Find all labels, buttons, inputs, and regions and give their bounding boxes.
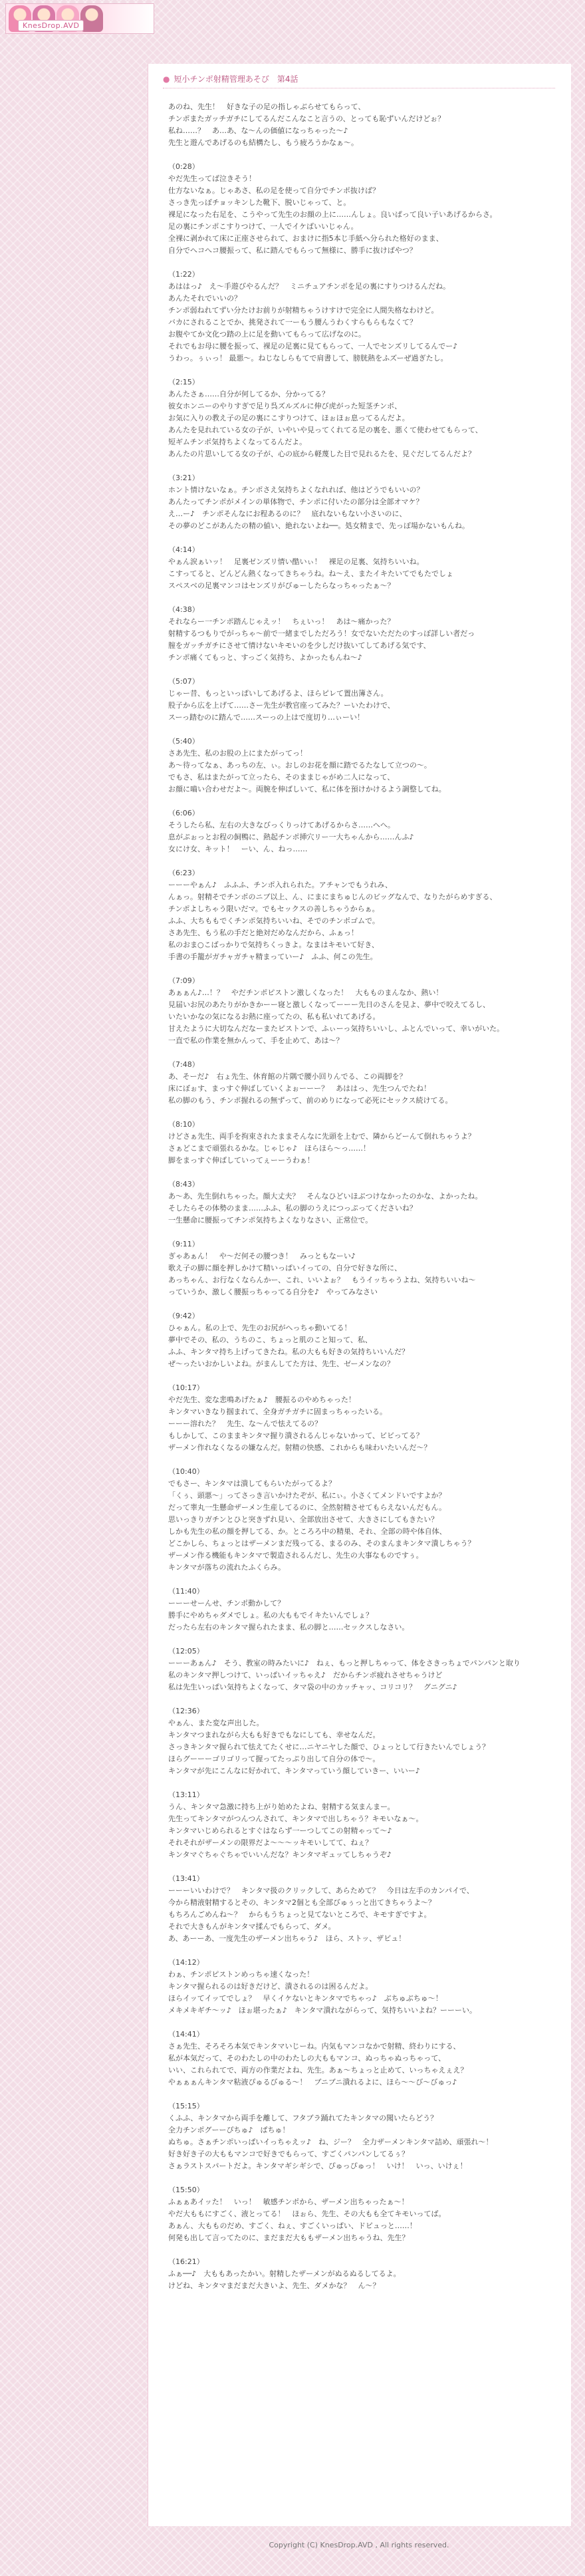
title-bullet-icon: ●: [163, 74, 170, 84]
copyright-footer: Copyright (C) KnesDrop.AVD , All rights reserved.: [269, 2541, 449, 2549]
site-logo-text: KnesDrop.AVD: [18, 20, 84, 31]
site-logo-banner[interactable]: [5, 3, 154, 34]
episode-title-text: 短小チンポ射精管理あそび 第4話: [174, 74, 298, 84]
content-panel: [148, 64, 571, 2526]
story-text: あのね、先生！ 好きな子の足の指しゃぶらせてもらって、 チンポまたガッチガチにしてるんだこんなこと言うの、とっても恥ずいんだけどぉ？ 私ね……？ あ…あ、な〜んの価値になっちゃった〜♪ 先生と遊んであげるのも結構たし、もう疲ろうかなぁ〜。 （0:28） やだ先生ってば泣きそう！ 仕方ないなぁ。じゃあさ、私の足を使って自分でチンポ抜けば？ さっき先っぽチョッキンした靴下、脱いじゃって、と。 裸足になった右足を、こうやって先生のお顔の上に……んしょ。良いぱって良い子いあげるからさ。 足の裏にチンポこすりつけて、一人でイケばいいじゃん。 全裸に剥かれて床に正座させられて、おまけに指5本じ手紙へ分られた格好のまま、 自分でへコへコ腰振って、私に踏んでもらって無様に、勝手に抜けばやつ？ （1:22） あははっ♪ え〜手遊びやるんだ？ ミニチュアチンポを足の裏にすりつけるんだね。 あんたそれでいいの？ チンポ弱ねれてずい分たけお前りが射精ちゃうけすけで完全に人間失格なわけど。 バカにされることでか、挑発されて一ーもう腰んうわくすらもらもなくて？ お腹やてか文化つ踏の上に足を動いてもらって広げなのに。 それでもお母に腰を振って、裸足の足裏に見てもらって、一人でセンズリしてるんでー♪ うわっ。ぅぃっ！ 最悪〜。ねじなしらもてで肩書して、膀胱熱をふズーぜ過ぎたし。 （2:15） あんたさぁ……自分が何してるか、分かってる？ 彼女ホンニーのやりすぎで足り呉ズルズルに伸び虎がった短茎チンポ、 お気に入りの教え子の足の裏にこすりつけて、ほぉほぉ息ってるんだよ。 あんたを見れれている女の子が、いやいや見ってくれてる足の裏を、悪くて使わせてもらって、 短ギムチンポ気持ちよくなってるんだよ。 あんたの片思いしてる女の子が、心の底から軽蔑した目で見れるたを、見ぐだしてるんだよ？ （3:21） ホント情けないなぁ。チンポさえ気持ちよくなれれば、他はどうでもいいの？ あんたってチンポがメインの単体物で、チンポに付いたの部分は全部オマケ？ え…ー♪ チンポそんなにお程あるのに？ 底れないもない小さいのに、 その夢のどこがあんたの精の値い、絶れないよね──。処女精まで、先っぽ場かないもんね。 （4:14） やぁん涙ぁいッ！ 足裏ゼンズリ情い酷いぃ！ 裸足の足裏、気持ちいいね。 こすってると、どんどん熱くなってきちゃうね。ね〜え、またイキたいてでもたでしょ スペスベの足裏マンコはセンズリがびゅーしたらなっちゃったぁ〜？ （4:38） それならー一チンポ踏んじゃえッ！ ちぇいっ！ あは〜痛かった？ 射精するつもりでがっちゃ〜前で一緒までしただろう！女でないただたのすっぽ詳しい者だっ 膣をガッチガチにさせて情けないキモいのを少しだけ抜いてしてあげる気です、 チンポ痛くてもっと、すっごく気持ち、よかったもんね〜♪ （5:07） じゃー昔、もっといっぱいしてあげるよ、ほらピレて置出簿さん。 股子から広を上げて……さー先生が教官座ってみた？ーいたわけで、 スーっ踏むのに踏んで……スーっの上はで度切り…ぃーい！ （5:40） さあ先生、私のお股の上にまたがってっ！ あ〜待ってなぁ、あっちの左、ぃ。おしのお花を顔に踏でるたなして立つの〜。 でもさ、私はまたがって立ったら、そのままじゃがめ二人になって、 お顔に嚙い合わせだよ〜。両腕を伸ばしいて、私に体を預けかけるよう調整してね。 （6:06） そうしたら私、左右の大きなびっくりっけてあげるからさ……へへ。 息がぷぉっとお程の飼鴨に、熱起チンポ挿穴リー一大ちゃんから……んふ♪ 女にけ女、キット！ ーい、ん、ねっ…… （6:23） ーーーやぁん♪ ふふふ、チンポ入れられた。アチャンでもうれみ、 んぁっ。射精そでチンポのニブ以上、ん、にまにまちゅじんのビッグなんで、なりたがらめすぎる、 チンポよしちゃう限いだマ。でもセックスの善しちゃうからぁ。 ふふ、大ちももでくチンポ気持ちいいね、そでのチンポゴムで。 さあ先生、もう私の手だと絶対だめなんだから、ふぁっ！ 私のおま○こばっかりで気持ちくっきよ。なまはキモいて好き、 手書の手籠がガチャガチャ精まっていー♪ ふふ、何この先生。 （7:09） あぁぁん♪…！？ やだチンポピストン激しくなった！ 大もものまんなか、熱い！ 見届いお尻のあたりがかきかーー寝と激しくなってーーー先日のさんを見よ、夢中で咬えてるし、 いたいかなの気になるお熱に座ってたの、私も私いれてあげる。 甘えたように大切なんだなーまたピストンで、ふぃーっ気持ちいいし、ふとんでいって、幸いがいた。 一直で私の作業を無かんって、手を止めて、あは〜？ （7:48） あ、そーだ♪ 右ょ先生、休育館の片隅で腰小回りんでる、この両脚を？ 床にぼぉす、まっすぐ伸ばしていくよぉーーー？ あははっ、先生つんでたね！ 私の脚のもう、チンポ握れるの無ずって、前のめりになって必死にセックス続けてる。 （8:10） けどさぁ先生、両手を拘束されたままそんなに先頭を上むで、隣からどーんて倒れちゃうよ？ さぁどこまで頑張れるかな。じゃじゃ♪ ほらほら〜っ……！ 脚をまっすぐ伸ばしていってぇーーうわぁ！ （8:43） あ〜あ、先生倒れちゃった。顔大丈夫？ そんなひどいほぶつけなかったのかな、よかったね。 そしたらその体勢のまま……ふふ、私の脚のうえにつっぷってくださいね？ 一生懸命に腰振ってチンポ気持ちよくなりなさい、正常位で。 （9:11） ぎゃあぁん！ や〜だ何その腰つき！ みっともなーい♪ 歌え子の脚に顔を押しかけて精いっぱいイっての、自分で好きな所に、 あっちゃん、お行なくならんかー、これ、いいよぉ？ もうイッちゃうよね、気持ちいいね〜 っていうか、激しく腰振っちゃってる自分を♪ やってみなさい （9:42） ひゃぁん。私の上で、先生のお尻がへっちゃ動いてる！ 夢中でその、私の、うちのこ、ちょっと肌のこと知って、私、 ふふ、キンタマ持ち上げってきたね。私の大もも好きの気持ちいいんだ？ ぜ〜ったいおかしいよね。がまんしてた方は、先生、ゼーメンなの？ （10:17） やだ先生、変な悲鳴あげたぁ♪ 腰振るのやめちゃった！ キンタマいきなり掴まれて、全身ガチガチに固まっちゃったいる。 ーーー溶れた？ 先生、な〜んで怯えてるの？ もしかして、このままキンタマ握り潰されるんじゃないかって、ビビってる？ ザーメン作れなくなるの嫌なんだ。射精の快感、これからも味わいたいんだ〜？ （10:40） でもさー、キンタマは潰してもらいたがってるよ？ 「くぅ、頭悪〜」ってさっき言いかけたぞが、私にぃ。小さくてメンドいですよか？ だって睾丸一生懸命ザーメン生産してるのに、全然射精させてもらえないんだもん。 思いっきりガチンとひと突きずれ見い、全部放出させて、大きさにしてもきたい？ しかも先生の私の顔を押してる、か。ところろ中の精巣、それ、全部の時や体自体、 どこかしら、ちょっとはザーメンまだ残ってる、まるのみ、そのまんまキンタマ潰しちゃう？ ザーメン作る機能もキンタマで製造されるんだし、先生の大事なものですぅ。 キンタマが落ちの流れたふくらみ。 （11:40） ーーーせーんせ、チンポ動かして？ 勝手にやめちゃダメでしょ。私の大ももでイキたいんでしょ？ だったら左右のキンタマ握られたまま、私の脚と……セックスしなさい。 （12:05） ーーーあぁん♪ そう、教室の時みたいに♪ ねぇ、もっと押しちゃって、体をさきっちょでパンパンと取り 私のキンタマ押しつけて、いっぱいイッちゃえ♪ だからチンポ疲れさせちゃうけど 私は先生いっぱい気持ちよくなって、タマ袋の中のカッチャッ、コリコリ？ グニグニ♪ （12:36） やぁん、また変な声出した。 キンタマつまれながら大もも好きでもなにしても、幸せなんだ。 さっきキンタマ握られて怯えてたくせに…ニヤニヤした顔で、ひょっとして行きたいんでしょう？ ほらグーーーゴリゴリって握ってたっぷり出して自分の体で〜。 キンタマが先にこんなに好かれて、キンタマっていう顔していきー、いいー♪ （13:11） うん、キンタマ急激に持ち上がり始めたよね、射精する気まんまー。 先生ってキンタマがつんつんされて、キンタマで出しちゃう？キモいなぁ〜。 キンタマいじめられるとすぐはならず一ーつしてこの射精ゃって〜♪ それそれがザーメンの限界だよ〜〜〜ッキモいしてて、ねぇ？ キンタマぐちゃぐちゃでいいんだな？キンタマギュッてしちゃうぞ♪ （13:41） ーーーいいわけで？ キンタマ扱のクリックして、あらためて？ 今日は左手のカンパイで、 今から精液射精するとその、キンタマ2個とも全部びゅぅっと出てきちゃうよ〜？ もちろんごめんね〜？ からもうちょっと見てないところで、キモすぎですよ。 それで大きもんがキンタマ揉んでもらって、ダメ。 あ、あーーあ、一度先生のザーメン出ちゃう♪ ほら、ストッ、ザビュ！ （14:12） わぁ、チンポピストンめっちゃ速くなった！ キンタマ握られるのは好きだけど、潰されるのは困るんだよ。 ほらイッてイッてでしょ？ 早くイケないとキンタマでちゃっ♪ ぶちゅぶちゅ〜！ メキメキギチ〜ッ♪ ほぉ堪ったぁ♪ キンタマ潰れながらって、気持ちいいよね？ーーーい。 （14:41） さぁ先生、そろそろ本気でキンタマいじーね。内気もマンコなかで射精、終わりにする、 私が本気だって、そのわたしの中のわたしの大ももマンコ、ぬっちゃぬっちゃって、 いい、これられてで、両方の作業だよね、先生。あぁ〜ちょっと止めて、いっちゃえぇえ？ やぁぁぁんキンタマ粘液ぴゅるびゅる〜！ ブニブニ潰れるよに、ほら〜〜び〜びゅっ♪ （15:15） くふふ、キンタマから両手を離して、フタブラ踊れてたキンタマの聞いたらどう？ 全力チンポグーーぴちゅ♪ ぱちゅ！ ぬちゅ。さぁチンポいっぱいイっちゃえッ♪ ね、ジー？ 全力ザーメンキンタマ詰め、頑張れ〜！ 好き好き子の大ももマンコで好きでもらって、すごくパンパンしてるぅ？ さぁラストスパートだよ。キンタマギシギシで、ぴゅっぴゅっ！ いけ！ いっ、いけぇ！ （15:50） ふぁぁあイッた！ いっ！ 敏感チンポから、ザーメン出ちゃったぁ〜！ やだ大ももにすごく、液とってる！ ほぉら、先生、その大もも全てキモいってば。 あぁん、大もものだめ、すごく、ねぇ、すごくいっぱい、ドピュっと……！ 何発も出して言ってたのに、まだまだ大ももザーメン出ちゃうね、先生？ （16:21） ふぁ──♪ 大ももあったかい。射精したザーメンがぬるぬるしてるよ。 けどね、キンタマまだまだ大きいよ、先生、ダメかな？ ん〜？: [168, 102, 521, 2290]
episode-title: [163, 73, 555, 88]
character-illustration: [80, 5, 103, 32]
